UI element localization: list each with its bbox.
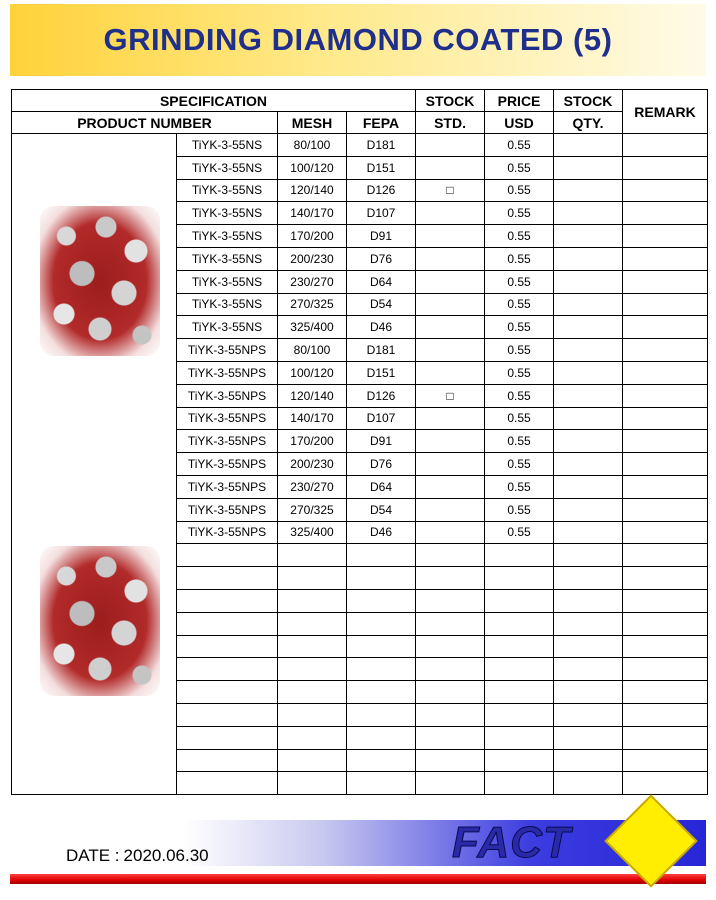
fepa-cell: D91 — [347, 225, 416, 248]
price-cell — [485, 612, 554, 635]
mesh-cell: 80/100 — [278, 134, 347, 157]
price-cell: 0.55 — [485, 475, 554, 498]
product-number-cell: TiYK-3-55NS — [177, 247, 278, 270]
remark-cell — [623, 749, 708, 772]
fepa-cell: D151 — [347, 156, 416, 179]
remark-cell — [623, 179, 708, 202]
fepa-cell: D151 — [347, 361, 416, 384]
stock-qty-cell — [554, 361, 623, 384]
fepa-cell: D46 — [347, 521, 416, 544]
mesh-cell — [278, 772, 347, 795]
stock-qty-cell — [554, 498, 623, 521]
stock-std-cell — [416, 521, 485, 544]
price-cell — [485, 749, 554, 772]
mesh-cell — [278, 726, 347, 749]
fepa-cell: D76 — [347, 247, 416, 270]
remark-cell — [623, 453, 708, 476]
price-cell: 0.55 — [485, 202, 554, 225]
product-number-cell — [177, 635, 278, 658]
fepa-cell — [347, 658, 416, 681]
mesh-cell — [278, 589, 347, 612]
fepa-cell — [347, 612, 416, 635]
price-cell — [485, 658, 554, 681]
price-cell: 0.55 — [485, 407, 554, 430]
fepa-cell — [347, 749, 416, 772]
stock-qty-header-1: STOCK — [554, 90, 623, 112]
fepa-cell — [347, 544, 416, 567]
product-number-cell: TiYK-3-55NPS — [177, 430, 278, 453]
remark-cell — [623, 726, 708, 749]
remark-cell — [623, 225, 708, 248]
product-number-cell — [177, 544, 278, 567]
ns-crystal-photo — [40, 206, 160, 356]
stock-std-cell — [416, 703, 485, 726]
fepa-cell — [347, 772, 416, 795]
fepa-cell: D107 — [347, 407, 416, 430]
mesh-cell: 270/325 — [278, 498, 347, 521]
stock-qty-cell — [554, 658, 623, 681]
product-images — [12, 134, 177, 795]
remark-cell — [623, 361, 708, 384]
stock-std-cell — [416, 225, 485, 248]
price-cell: 0.55 — [485, 339, 554, 362]
price-cell — [485, 772, 554, 795]
product-number-cell: TiYK-3-55NS — [177, 270, 278, 293]
product-number-cell — [177, 589, 278, 612]
price-cell: 0.55 — [485, 293, 554, 316]
mesh-cell: 140/170 — [278, 407, 347, 430]
price-cell: 0.55 — [485, 384, 554, 407]
remark-cell — [623, 407, 708, 430]
stock-std-cell — [416, 316, 485, 339]
product-number-cell: TiYK-3-55NS — [177, 156, 278, 179]
stock-qty-cell — [554, 681, 623, 704]
price-cell — [485, 567, 554, 590]
product-number-cell — [177, 703, 278, 726]
stock-qty-cell — [554, 749, 623, 772]
mesh-cell: 100/120 — [278, 156, 347, 179]
product-number-cell: TiYK-3-55NPS — [177, 361, 278, 384]
remark-cell — [623, 202, 708, 225]
product-number-cell — [177, 749, 278, 772]
stock-std-header-2: STD. — [416, 112, 485, 134]
specification-header: SPECIFICATION — [12, 90, 416, 112]
stock-qty-cell — [554, 612, 623, 635]
product-number-cell: TiYK-3-55NS — [177, 179, 278, 202]
fepa-cell — [347, 703, 416, 726]
mesh-cell: 170/200 — [278, 430, 347, 453]
stock-qty-cell — [554, 339, 623, 362]
mesh-cell: 120/140 — [278, 384, 347, 407]
stock-std-cell: □ — [416, 179, 485, 202]
mesh-cell — [278, 703, 347, 726]
remark-cell — [623, 293, 708, 316]
title-banner — [10, 4, 706, 76]
stock-std-cell: □ — [416, 384, 485, 407]
stock-std-cell — [416, 453, 485, 476]
fepa-cell: D91 — [347, 430, 416, 453]
remark-cell — [623, 498, 708, 521]
stock-qty-cell — [554, 225, 623, 248]
stock-std-cell — [416, 430, 485, 453]
price-cell: 0.55 — [485, 225, 554, 248]
page-title: GRINDING DIAMOND COATED (5) — [103, 22, 613, 57]
stock-std-cell — [416, 612, 485, 635]
price-cell: 0.55 — [485, 270, 554, 293]
price-cell: 0.55 — [485, 521, 554, 544]
price-cell: 0.55 — [485, 361, 554, 384]
fact-logo: FACT — [452, 818, 571, 867]
fepa-cell: D64 — [347, 475, 416, 498]
mesh-cell: 80/100 — [278, 339, 347, 362]
remark-cell — [623, 612, 708, 635]
fepa-cell: D126 — [347, 179, 416, 202]
product-number-cell: TiYK-3-55NPS — [177, 339, 278, 362]
price-cell: 0.55 — [485, 247, 554, 270]
price-header-2: USD — [485, 112, 554, 134]
fepa-cell: D107 — [347, 202, 416, 225]
nps-crystal-photo — [40, 546, 160, 696]
remark-cell — [623, 544, 708, 567]
remark-cell — [623, 430, 708, 453]
stock-std-cell — [416, 247, 485, 270]
stock-std-cell — [416, 407, 485, 430]
product-number-cell: TiYK-3-55NS — [177, 293, 278, 316]
price-cell: 0.55 — [485, 453, 554, 476]
stock-std-cell — [416, 658, 485, 681]
fepa-cell — [347, 726, 416, 749]
price-cell — [485, 544, 554, 567]
product-number-cell: TiYK-3-55NS — [177, 134, 278, 157]
product-number-cell — [177, 681, 278, 704]
product-number-cell — [177, 658, 278, 681]
price-cell: 0.55 — [485, 430, 554, 453]
price-cell: 0.55 — [485, 134, 554, 157]
stock-qty-cell — [554, 247, 623, 270]
mesh-cell: 230/270 — [278, 475, 347, 498]
mesh-cell: 270/325 — [278, 293, 347, 316]
stock-qty-cell — [554, 726, 623, 749]
stock-std-cell — [416, 681, 485, 704]
stock-qty-cell — [554, 521, 623, 544]
price-cell: 0.55 — [485, 316, 554, 339]
product-number-cell: TiYK-3-55NPS — [177, 521, 278, 544]
remark-cell — [623, 681, 708, 704]
mesh-cell: 140/170 — [278, 202, 347, 225]
mesh-cell: 200/230 — [278, 453, 347, 476]
stock-qty-cell — [554, 567, 623, 590]
fepa-cell: D54 — [347, 293, 416, 316]
product-number-cell: TiYK-3-55NS — [177, 202, 278, 225]
price-header-1: PRICE — [485, 90, 554, 112]
mesh-cell — [278, 658, 347, 681]
mesh-cell: 230/270 — [278, 270, 347, 293]
fepa-cell: D126 — [347, 384, 416, 407]
mesh-cell — [278, 681, 347, 704]
stock-std-cell — [416, 293, 485, 316]
fepa-cell: D181 — [347, 339, 416, 362]
date-label: DATE : — [66, 846, 120, 865]
remark-cell — [623, 635, 708, 658]
stock-std-cell — [416, 134, 485, 157]
fepa-cell — [347, 635, 416, 658]
stock-std-cell — [416, 544, 485, 567]
product-number-cell: TiYK-3-55NPS — [177, 453, 278, 476]
footer-red-stripe — [10, 874, 706, 884]
price-cell — [485, 703, 554, 726]
remark-cell — [623, 156, 708, 179]
mesh-cell — [278, 567, 347, 590]
stock-qty-cell — [554, 544, 623, 567]
remark-cell — [623, 589, 708, 612]
stock-std-cell — [416, 156, 485, 179]
mesh-cell: 100/120 — [278, 361, 347, 384]
remark-cell — [623, 475, 708, 498]
stock-qty-cell — [554, 293, 623, 316]
stock-std-cell — [416, 567, 485, 590]
product-number-cell — [177, 726, 278, 749]
stock-qty-cell — [554, 316, 623, 339]
fepa-cell: D54 — [347, 498, 416, 521]
fepa-cell: D76 — [347, 453, 416, 476]
stock-std-cell — [416, 749, 485, 772]
stock-qty-cell — [554, 475, 623, 498]
product-number-header: PRODUCT NUMBER — [12, 112, 278, 134]
remark-cell — [623, 521, 708, 544]
remark-header: REMARK — [623, 90, 708, 134]
remark-cell — [623, 247, 708, 270]
mesh-cell — [278, 544, 347, 567]
fepa-cell: D46 — [347, 316, 416, 339]
price-cell — [485, 726, 554, 749]
remark-cell — [623, 316, 708, 339]
price-cell: 0.55 — [485, 179, 554, 202]
stock-std-cell — [416, 589, 485, 612]
fepa-header: FEPA — [347, 112, 416, 134]
remark-cell — [623, 703, 708, 726]
fepa-cell — [347, 589, 416, 612]
stock-std-cell — [416, 361, 485, 384]
mesh-cell: 325/400 — [278, 521, 347, 544]
stock-std-cell — [416, 726, 485, 749]
stock-std-cell — [416, 270, 485, 293]
product-number-cell — [177, 567, 278, 590]
stock-std-header-1: STOCK — [416, 90, 485, 112]
product-number-cell: TiYK-3-55NPS — [177, 475, 278, 498]
stock-qty-cell — [554, 179, 623, 202]
stock-qty-cell — [554, 156, 623, 179]
remark-cell — [623, 772, 708, 795]
mesh-cell: 200/230 — [278, 247, 347, 270]
price-cell: 0.55 — [485, 498, 554, 521]
stock-qty-cell — [554, 384, 623, 407]
remark-cell — [623, 270, 708, 293]
mesh-cell — [278, 635, 347, 658]
fepa-cell: D64 — [347, 270, 416, 293]
price-cell: 0.55 — [485, 156, 554, 179]
mesh-header: MESH — [278, 112, 347, 134]
price-cell — [485, 635, 554, 658]
product-number-cell: TiYK-3-55NPS — [177, 407, 278, 430]
fepa-cell: D181 — [347, 134, 416, 157]
stock-qty-cell — [554, 635, 623, 658]
stock-qty-cell — [554, 430, 623, 453]
stock-std-cell — [416, 202, 485, 225]
date-line — [66, 846, 213, 866]
remark-cell — [623, 384, 708, 407]
stock-std-cell — [416, 498, 485, 521]
stock-qty-cell — [554, 270, 623, 293]
product-table — [11, 89, 708, 795]
stock-qty-cell — [554, 134, 623, 157]
mesh-cell: 325/400 — [278, 316, 347, 339]
fepa-cell — [347, 567, 416, 590]
stock-std-cell — [416, 772, 485, 795]
table-row — [12, 134, 708, 157]
stock-qty-cell — [554, 407, 623, 430]
stock-qty-header-2: QTY. — [554, 112, 623, 134]
product-number-cell: TiYK-3-55NS — [177, 316, 278, 339]
stock-qty-cell — [554, 453, 623, 476]
product-number-cell — [177, 772, 278, 795]
stock-std-cell — [416, 339, 485, 362]
product-number-cell — [177, 612, 278, 635]
price-cell — [485, 681, 554, 704]
mesh-cell — [278, 749, 347, 772]
stock-qty-cell — [554, 772, 623, 795]
product-number-cell: TiYK-3-55NS — [177, 225, 278, 248]
remark-cell — [623, 567, 708, 590]
price-cell — [485, 589, 554, 612]
stock-qty-cell — [554, 202, 623, 225]
stock-qty-cell — [554, 589, 623, 612]
remark-cell — [623, 134, 708, 157]
mesh-cell: 170/200 — [278, 225, 347, 248]
product-number-cell: TiYK-3-55NPS — [177, 498, 278, 521]
stock-std-cell — [416, 635, 485, 658]
stock-std-cell — [416, 475, 485, 498]
mesh-cell — [278, 612, 347, 635]
date-value: 2020.06.30 — [123, 846, 209, 865]
remark-cell — [623, 658, 708, 681]
mesh-cell: 120/140 — [278, 179, 347, 202]
remark-cell — [623, 339, 708, 362]
product-number-cell: TiYK-3-55NPS — [177, 384, 278, 407]
fepa-cell — [347, 681, 416, 704]
stock-qty-cell — [554, 703, 623, 726]
